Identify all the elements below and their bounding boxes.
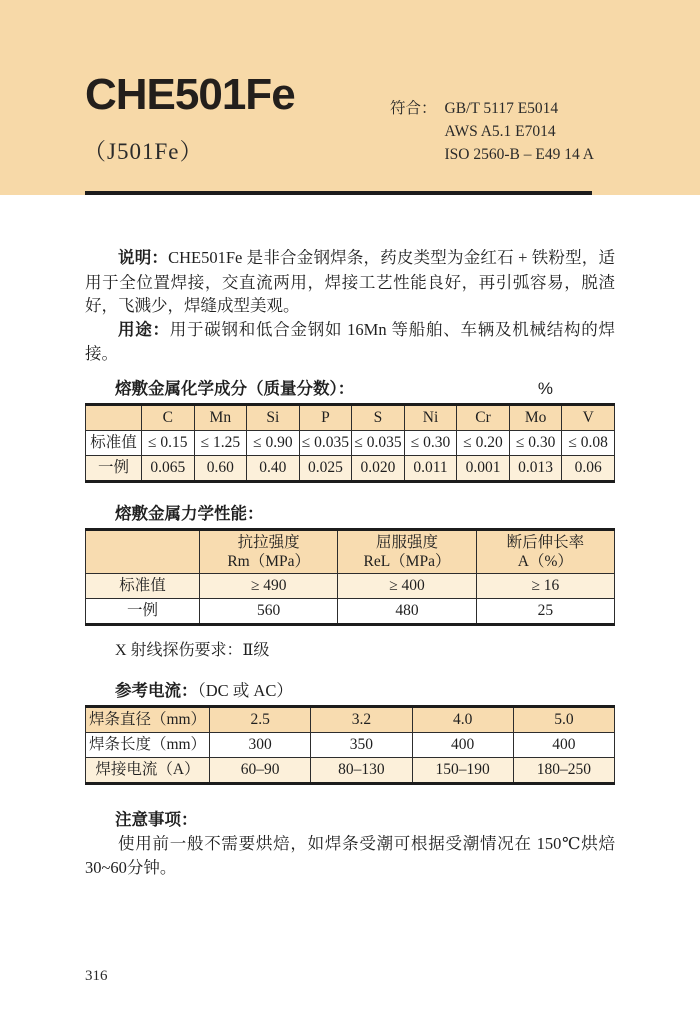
chemical-composition-table <box>85 403 615 483</box>
compliance-label: 符合： <box>390 100 437 117</box>
col-header-si: Si <box>247 404 300 430</box>
col-header-elongation <box>476 529 614 573</box>
table-cell: 300 <box>210 732 311 757</box>
usage-paragraph <box>85 318 615 366</box>
table-cell: 400 <box>412 732 513 757</box>
table-cell: 0.40 <box>247 455 300 481</box>
col-header-mo: Mo <box>509 404 562 430</box>
page-number: 316 <box>85 968 108 984</box>
table-cell: 3.2 <box>311 706 412 732</box>
table-corner-cell <box>86 404 142 430</box>
header-divider-rule <box>85 191 592 195</box>
table-cell: ≥ 400 <box>338 573 476 598</box>
mechanical-header-row <box>86 529 615 573</box>
row-label: 焊条长度（mm） <box>86 732 210 757</box>
notes-paragraph: 使用前一般不需要烘焙，如焊条受潮可根据受潮情况在 150℃烘焙 30~60分钟。 <box>85 833 615 877</box>
chemical-standard-row <box>86 430 615 455</box>
col-header-line2: A（%） <box>517 552 573 570</box>
description-paragraph <box>85 246 615 318</box>
row-label: 焊条直径（mm） <box>86 706 210 732</box>
col-header-v: V <box>562 404 615 430</box>
table-cell: 350 <box>311 732 412 757</box>
col-header-line1: 抗拉强度 <box>237 533 300 551</box>
table-cell: ≥ 16 <box>476 573 614 598</box>
col-header-line2: ReL（MPa） <box>363 552 451 570</box>
col-header-yield <box>338 529 476 573</box>
table-cell: 60–90 <box>210 757 311 783</box>
standards-list <box>445 97 594 166</box>
table-cell: ≤ 0.08 <box>562 430 615 455</box>
table-cell: 80–130 <box>311 757 412 783</box>
table-cell: ≤ 0.30 <box>509 430 562 455</box>
mechanical-properties-table <box>85 528 615 626</box>
col-header-line1: 断后伸长率 <box>506 533 585 551</box>
table-cell: 560 <box>200 598 338 624</box>
row-label: 一例 <box>86 598 200 624</box>
length-row <box>86 732 615 757</box>
table-cell: 0.013 <box>509 455 562 481</box>
table-cell: 0.025 <box>299 455 352 481</box>
table-cell: 0.001 <box>457 455 510 481</box>
current-heading-normal: （DC 或 AC） <box>197 680 293 700</box>
col-header-tensile <box>200 529 338 573</box>
col-header-line1: 屈服强度 <box>375 533 438 551</box>
table-cell: ≤ 0.20 <box>457 430 510 455</box>
col-header-s: S <box>352 404 405 430</box>
compliance-block <box>390 97 594 166</box>
col-header-cr: Cr <box>457 404 510 430</box>
standard-gbt: GB/T 5117 E5014 <box>444 100 559 117</box>
table-cell: ≤ 1.25 <box>194 430 247 455</box>
table-cell: 0.06 <box>562 455 615 481</box>
col-header-c: C <box>142 404 195 430</box>
table-cell: 25 <box>476 598 614 624</box>
diameter-row <box>86 706 615 732</box>
table-cell: ≤ 0.035 <box>299 430 352 455</box>
table-cell: 4.0 <box>412 706 513 732</box>
table-cell: ≤ 0.15 <box>142 430 195 455</box>
chemical-header-row <box>86 404 615 430</box>
table-cell: 2.5 <box>210 706 311 732</box>
col-header-line2: Rm（MPa） <box>227 552 310 570</box>
table-cell: ≤ 0.035 <box>352 430 405 455</box>
table-cell: 180–250 <box>513 757 614 783</box>
mechanical-standard-row <box>86 573 615 598</box>
description-label: 说明： <box>118 249 169 267</box>
chemical-example-row <box>86 455 615 481</box>
mechanical-section-heading: 熔敷金属力学性能： <box>115 504 264 523</box>
standard-aws: AWS A5.1 E7014 <box>444 123 556 140</box>
product-alias: （J501Fe） <box>83 139 204 164</box>
table-corner-cell <box>86 529 200 573</box>
table-cell: 150–190 <box>412 757 513 783</box>
row-label: 标准值 <box>86 573 200 598</box>
table-cell: 480 <box>338 598 476 624</box>
xray-requirement-note: X 射线探伤要求：Ⅱ级 <box>115 641 270 659</box>
table-cell: ≤ 0.90 <box>247 430 300 455</box>
usage-label: 用途： <box>118 320 170 339</box>
product-title: CHE501Fe <box>85 70 295 119</box>
table-cell: 0.011 <box>404 455 457 481</box>
current-heading-bold: 参考电流： <box>115 681 198 700</box>
table-cell: 0.020 <box>352 455 405 481</box>
mechanical-example-row <box>86 598 615 624</box>
table-cell: 5.0 <box>513 706 614 732</box>
table-cell: 0.60 <box>194 455 247 481</box>
col-header-ni: Ni <box>404 404 457 430</box>
current-row <box>86 757 615 783</box>
page-content <box>0 246 700 880</box>
col-header-mn: Mn <box>194 404 247 430</box>
row-label: 一例 <box>86 455 142 481</box>
table-cell: 400 <box>513 732 614 757</box>
table-cell: ≥ 490 <box>200 573 338 598</box>
current-section-heading <box>85 681 615 701</box>
notes-heading: 注意事项： <box>115 810 198 829</box>
reference-current-table <box>85 705 615 785</box>
row-label: 标准值 <box>86 430 142 455</box>
col-header-p: P <box>299 404 352 430</box>
description-text: CHE501Fe 是非合金钢焊条，药皮类型为金红石 + 铁粉型，适用于全位置焊接，交直流两用，焊接工艺性能良好，再引弧容易，脱渣好，飞溅少，焊缝成型美观。 <box>85 248 616 315</box>
header-banner <box>0 0 700 195</box>
row-label: 焊接电流（A） <box>86 757 210 783</box>
chemical-unit-label: % <box>537 378 553 398</box>
chemical-heading-text: 熔敷金属化学成分（质量分数）： <box>115 379 355 398</box>
table-cell: 0.065 <box>142 455 195 481</box>
chemical-section-heading <box>85 379 615 399</box>
usage-text: 用于碳钢和低合金钢如 16Mn 等船舶、车辆及机械结构的焊接。 <box>85 319 616 363</box>
standard-iso: ISO 2560-B – E49 14 A <box>444 146 594 163</box>
table-cell: ≤ 0.30 <box>404 430 457 455</box>
